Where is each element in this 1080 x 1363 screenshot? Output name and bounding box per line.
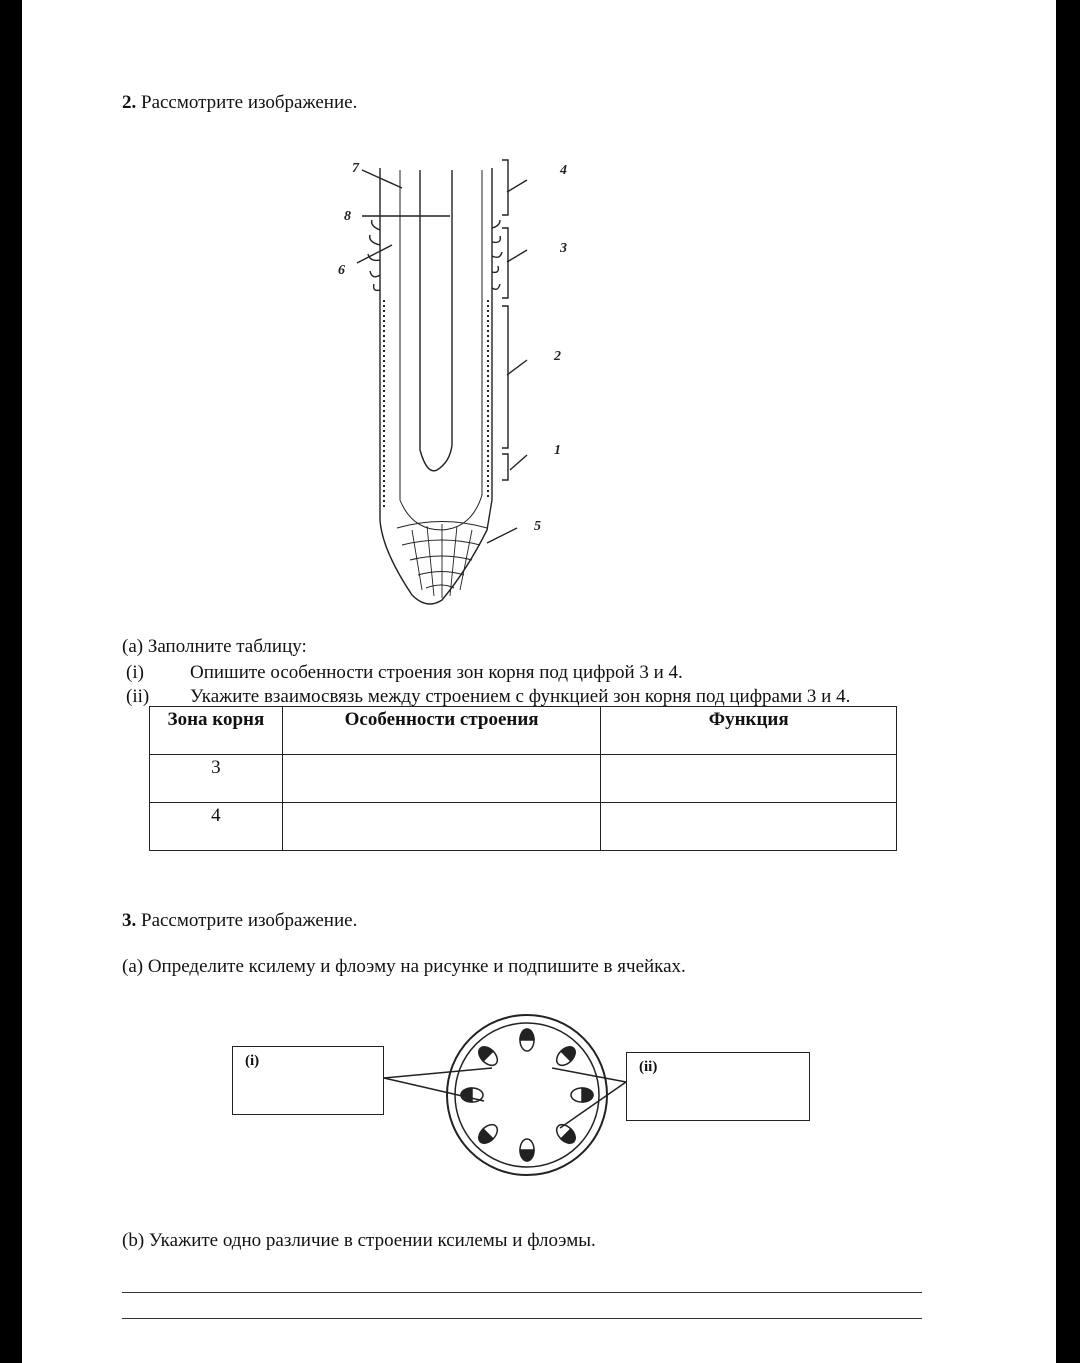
pointer-line-i-upper: [384, 1068, 492, 1078]
diagram-label-6: 6: [338, 263, 345, 278]
label-box-i[interactable]: [232, 1046, 384, 1115]
pointer-line-i-lower: [384, 1078, 484, 1101]
header-structure: Особенности строения: [282, 707, 601, 755]
diagram-label-7: 7: [352, 161, 359, 176]
label-box-ii-text: (ii): [639, 1059, 658, 1075]
answer-line[interactable]: [122, 1292, 922, 1293]
task2-part-a: (a) Заполните таблицу:: [122, 636, 307, 657]
row-zone-cell: 4: [150, 803, 283, 851]
task3-part-b: (b) Укажите одно различие в строении ксилемы и флоэмы.: [122, 1230, 596, 1251]
worksheet-page: [22, 0, 1056, 1363]
diagram-label-1: 1: [554, 443, 561, 458]
task2-heading-text: Рассмотрите изображение.: [141, 92, 358, 113]
item-i-marker: (i): [126, 662, 144, 683]
header-function: Функция: [601, 707, 897, 755]
diagram-label-2: 2: [554, 349, 561, 364]
header-zone: Зона корня: [150, 707, 283, 755]
row-zone-cell: 3: [150, 755, 283, 803]
task3-heading-text: Рассмотрите изображение.: [141, 910, 358, 931]
label-box-i-text: (i): [245, 1053, 260, 1069]
label-box-ii[interactable]: [626, 1052, 810, 1121]
pointer-line-ii-upper: [552, 1068, 626, 1082]
pointer-lines: [22, 0, 1056, 1363]
item-ii-marker: (ii): [126, 686, 150, 707]
pointer-line-ii-lower: [560, 1082, 626, 1128]
task2-number: 2.: [122, 92, 137, 113]
diagram-label-3: 3: [560, 241, 567, 256]
diagram-label-5: 5: [534, 519, 541, 534]
item-i-text: Опишите особенности строения зон корня под цифрой 3 и 4.: [190, 662, 683, 683]
diagram-label-8: 8: [344, 209, 351, 224]
diagram-label-4: 4: [560, 163, 567, 178]
task3-number: 3.: [122, 910, 137, 931]
task3-part-a: (a) Определите ксилему и флоэму на рисунке и подпишите в ячейках.: [122, 956, 686, 977]
answer-line[interactable]: [122, 1318, 922, 1319]
item-ii-text: Укажите взаимосвязь между строением с функцией зон корня под цифрами 3 и 4.: [190, 686, 851, 707]
